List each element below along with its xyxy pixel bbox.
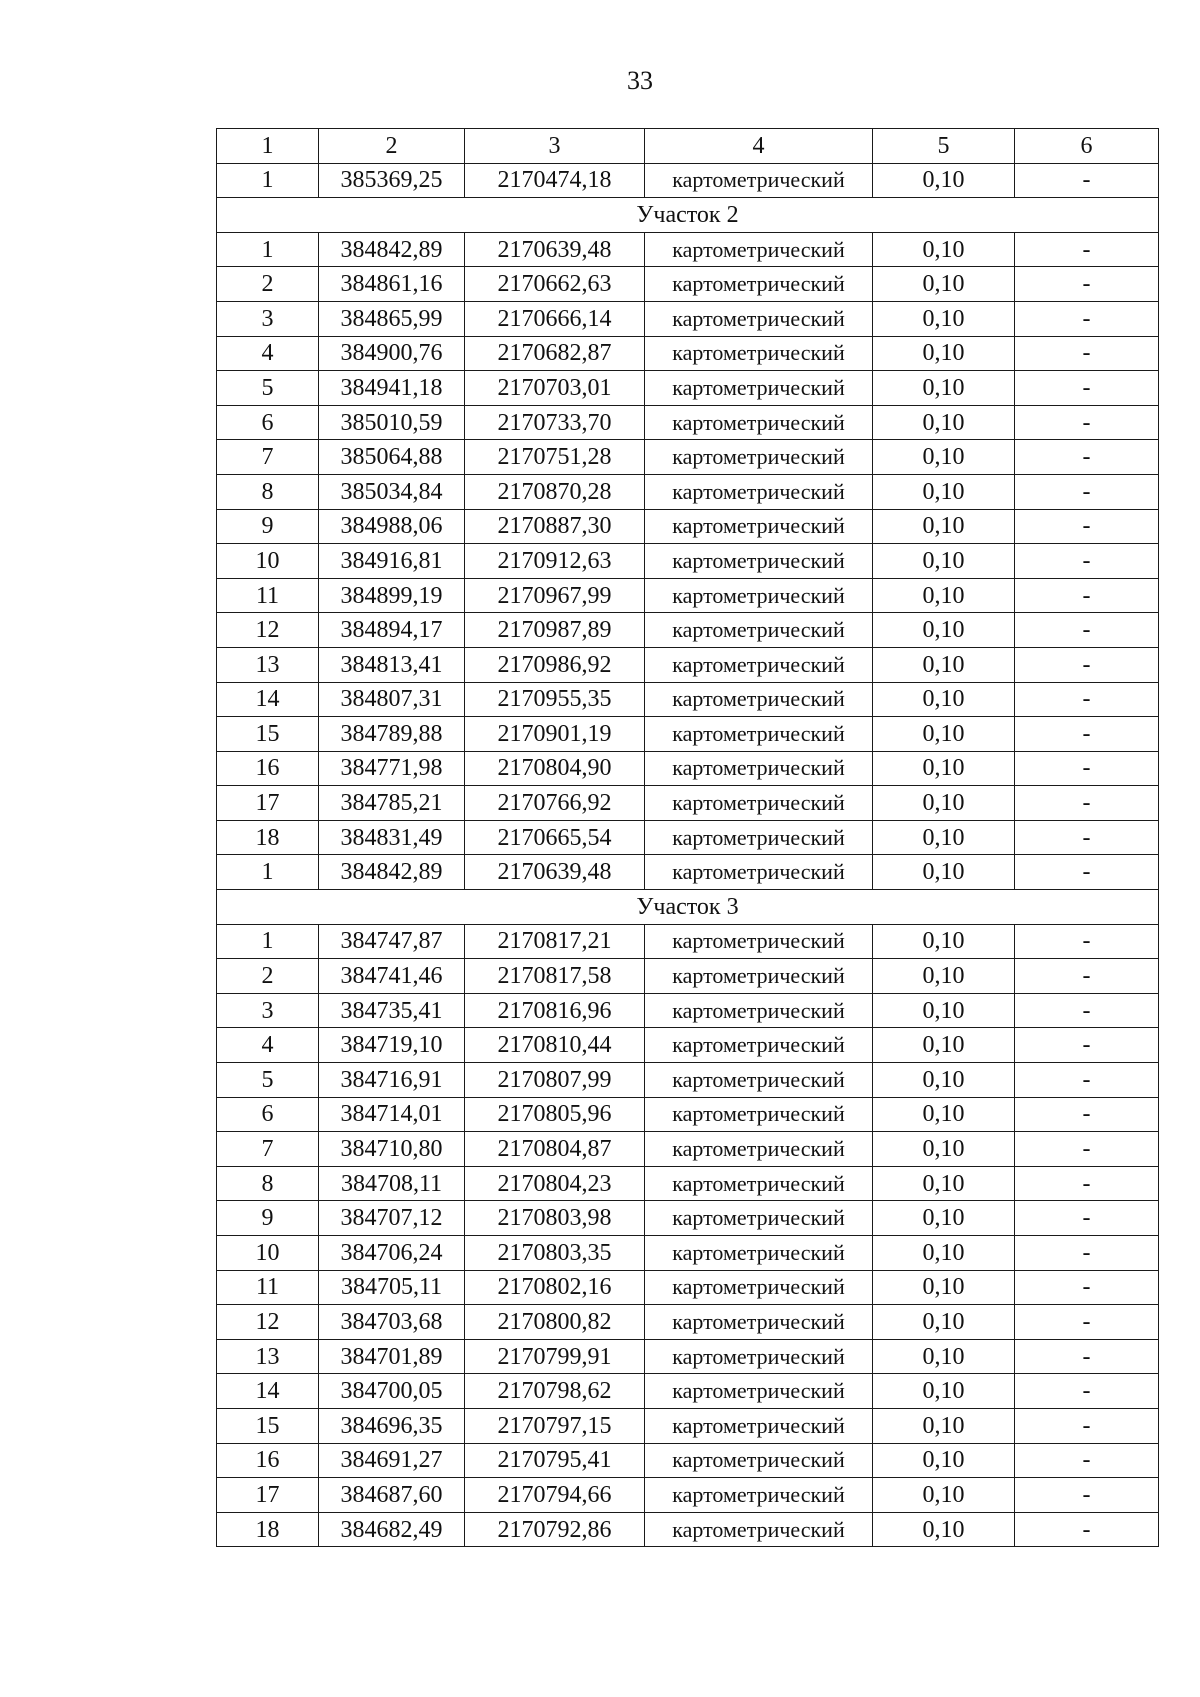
x-coordinate-cell: 384842,89 bbox=[319, 855, 465, 890]
x-coordinate-cell: 384706,24 bbox=[319, 1236, 465, 1271]
x-coordinate-cell: 384842,89 bbox=[319, 232, 465, 267]
table-row bbox=[217, 613, 1159, 648]
note-cell: - bbox=[1015, 1166, 1159, 1201]
y-coordinate-cell: 2170682,87 bbox=[465, 336, 645, 371]
accuracy-cell: 0,10 bbox=[873, 924, 1015, 959]
table-row bbox=[217, 578, 1159, 613]
note-cell: - bbox=[1015, 1339, 1159, 1374]
note-cell: - bbox=[1015, 1097, 1159, 1132]
y-coordinate-cell: 2170639,48 bbox=[465, 232, 645, 267]
accuracy-cell: 0,10 bbox=[873, 993, 1015, 1028]
accuracy-cell: 0,10 bbox=[873, 1166, 1015, 1201]
x-coordinate-cell: 385064,88 bbox=[319, 440, 465, 475]
x-coordinate-cell: 384861,16 bbox=[319, 267, 465, 302]
coordinates-table bbox=[216, 128, 1159, 1547]
point-number-cell: 6 bbox=[217, 405, 319, 440]
coordinates-table-body bbox=[217, 129, 1159, 1547]
accuracy-cell: 0,10 bbox=[873, 751, 1015, 786]
y-coordinate-cell: 2170807,99 bbox=[465, 1063, 645, 1098]
point-number-cell: 10 bbox=[217, 544, 319, 579]
y-coordinate-cell: 2170967,99 bbox=[465, 578, 645, 613]
x-coordinate-cell: 385010,59 bbox=[319, 405, 465, 440]
y-coordinate-cell: 2170955,35 bbox=[465, 682, 645, 717]
point-number-cell: 16 bbox=[217, 751, 319, 786]
y-coordinate-cell: 2170666,14 bbox=[465, 301, 645, 336]
table-row bbox=[217, 820, 1159, 855]
note-cell: - bbox=[1015, 1512, 1159, 1547]
point-number-cell: 8 bbox=[217, 474, 319, 509]
accuracy-cell: 0,10 bbox=[873, 1028, 1015, 1063]
method-cell: картометрический bbox=[645, 474, 873, 509]
accuracy-cell: 0,10 bbox=[873, 1374, 1015, 1409]
y-coordinate-cell: 2170804,23 bbox=[465, 1166, 645, 1201]
note-cell: - bbox=[1015, 751, 1159, 786]
accuracy-cell: 0,10 bbox=[873, 647, 1015, 682]
note-cell: - bbox=[1015, 1443, 1159, 1478]
x-coordinate-cell: 384785,21 bbox=[319, 786, 465, 821]
method-cell: картометрический bbox=[645, 647, 873, 682]
accuracy-cell: 0,10 bbox=[873, 544, 1015, 579]
point-number-cell: 1 bbox=[217, 232, 319, 267]
point-number-cell: 2 bbox=[217, 959, 319, 994]
note-cell: - bbox=[1015, 855, 1159, 890]
y-coordinate-cell: 2170797,15 bbox=[465, 1408, 645, 1443]
note-cell: - bbox=[1015, 1305, 1159, 1340]
accuracy-cell: 0,10 bbox=[873, 1063, 1015, 1098]
note-cell: - bbox=[1015, 1063, 1159, 1098]
point-number-cell: 9 bbox=[217, 1201, 319, 1236]
x-coordinate-cell: 384700,05 bbox=[319, 1374, 465, 1409]
x-coordinate-cell: 385369,25 bbox=[319, 163, 465, 198]
table-row bbox=[217, 1305, 1159, 1340]
method-cell: картометрический bbox=[645, 1478, 873, 1513]
y-coordinate-cell: 2170887,30 bbox=[465, 509, 645, 544]
header-cell: 2 bbox=[319, 129, 465, 164]
y-coordinate-cell: 2170639,48 bbox=[465, 855, 645, 890]
method-cell: картометрический bbox=[645, 578, 873, 613]
x-coordinate-cell: 385034,84 bbox=[319, 474, 465, 509]
method-cell: картометрический bbox=[645, 440, 873, 475]
y-coordinate-cell: 2170751,28 bbox=[465, 440, 645, 475]
method-cell: картометрический bbox=[645, 544, 873, 579]
x-coordinate-cell: 384865,99 bbox=[319, 301, 465, 336]
accuracy-cell: 0,10 bbox=[873, 371, 1015, 406]
accuracy-cell: 0,10 bbox=[873, 1201, 1015, 1236]
method-cell: картометрический bbox=[645, 717, 873, 752]
note-cell: - bbox=[1015, 959, 1159, 994]
method-cell: картометрический bbox=[645, 959, 873, 994]
table-row bbox=[217, 959, 1159, 994]
method-cell: картометрический bbox=[645, 1236, 873, 1271]
accuracy-cell: 0,10 bbox=[873, 301, 1015, 336]
x-coordinate-cell: 384707,12 bbox=[319, 1201, 465, 1236]
x-coordinate-cell: 384735,41 bbox=[319, 993, 465, 1028]
method-cell: картометрический bbox=[645, 786, 873, 821]
note-cell: - bbox=[1015, 1478, 1159, 1513]
note-cell: - bbox=[1015, 509, 1159, 544]
point-number-cell: 3 bbox=[217, 301, 319, 336]
point-number-cell: 14 bbox=[217, 1374, 319, 1409]
x-coordinate-cell: 384789,88 bbox=[319, 717, 465, 752]
point-number-cell: 1 bbox=[217, 924, 319, 959]
table-row bbox=[217, 1097, 1159, 1132]
header-cell: 3 bbox=[465, 129, 645, 164]
table-row bbox=[217, 336, 1159, 371]
section-title: Участок 3 bbox=[217, 890, 1159, 925]
table-row bbox=[217, 1443, 1159, 1478]
y-coordinate-cell: 2170795,41 bbox=[465, 1443, 645, 1478]
header-cell: 5 bbox=[873, 129, 1015, 164]
note-cell: - bbox=[1015, 232, 1159, 267]
table-row bbox=[217, 1201, 1159, 1236]
point-number-cell: 6 bbox=[217, 1097, 319, 1132]
point-number-cell: 18 bbox=[217, 820, 319, 855]
table-row bbox=[217, 786, 1159, 821]
accuracy-cell: 0,10 bbox=[873, 1097, 1015, 1132]
x-coordinate-cell: 384916,81 bbox=[319, 544, 465, 579]
note-cell: - bbox=[1015, 336, 1159, 371]
accuracy-cell: 0,10 bbox=[873, 959, 1015, 994]
point-number-cell: 15 bbox=[217, 1408, 319, 1443]
accuracy-cell: 0,10 bbox=[873, 578, 1015, 613]
note-cell: - bbox=[1015, 1201, 1159, 1236]
y-coordinate-cell: 2170703,01 bbox=[465, 371, 645, 406]
method-cell: картометрический bbox=[645, 1270, 873, 1305]
table-row bbox=[217, 1374, 1159, 1409]
accuracy-cell: 0,10 bbox=[873, 1478, 1015, 1513]
note-cell: - bbox=[1015, 820, 1159, 855]
y-coordinate-cell: 2170810,44 bbox=[465, 1028, 645, 1063]
note-cell: - bbox=[1015, 1270, 1159, 1305]
accuracy-cell: 0,10 bbox=[873, 1236, 1015, 1271]
table-row bbox=[217, 1408, 1159, 1443]
table-row bbox=[217, 301, 1159, 336]
method-cell: картометрический bbox=[645, 1097, 873, 1132]
accuracy-cell: 0,10 bbox=[873, 1443, 1015, 1478]
accuracy-cell: 0,10 bbox=[873, 1339, 1015, 1374]
method-cell: картометрический bbox=[645, 1305, 873, 1340]
method-cell: картометрический bbox=[645, 751, 873, 786]
page-number bbox=[0, 66, 1200, 96]
y-coordinate-cell: 2170474,18 bbox=[465, 163, 645, 198]
note-cell: - bbox=[1015, 993, 1159, 1028]
note-cell: - bbox=[1015, 717, 1159, 752]
table-row bbox=[217, 232, 1159, 267]
section-title: Участок 2 bbox=[217, 198, 1159, 233]
x-coordinate-cell: 384703,68 bbox=[319, 1305, 465, 1340]
method-cell: картометрический bbox=[645, 1408, 873, 1443]
note-cell: - bbox=[1015, 924, 1159, 959]
note-cell: - bbox=[1015, 267, 1159, 302]
point-number-cell: 11 bbox=[217, 578, 319, 613]
x-coordinate-cell: 384716,91 bbox=[319, 1063, 465, 1098]
note-cell: - bbox=[1015, 544, 1159, 579]
point-number-cell: 3 bbox=[217, 993, 319, 1028]
y-coordinate-cell: 2170733,70 bbox=[465, 405, 645, 440]
note-cell: - bbox=[1015, 613, 1159, 648]
note-cell: - bbox=[1015, 440, 1159, 475]
y-coordinate-cell: 2170817,58 bbox=[465, 959, 645, 994]
accuracy-cell: 0,10 bbox=[873, 1132, 1015, 1167]
method-cell: картометрический bbox=[645, 232, 873, 267]
method-cell: картометрический bbox=[645, 924, 873, 959]
point-number-cell: 4 bbox=[217, 336, 319, 371]
method-cell: картометрический bbox=[645, 371, 873, 406]
note-cell: - bbox=[1015, 405, 1159, 440]
x-coordinate-cell: 384708,11 bbox=[319, 1166, 465, 1201]
note-cell: - bbox=[1015, 578, 1159, 613]
point-number-cell: 13 bbox=[217, 1339, 319, 1374]
y-coordinate-cell: 2170901,19 bbox=[465, 717, 645, 752]
method-cell: картометрический bbox=[645, 1443, 873, 1478]
x-coordinate-cell: 384941,18 bbox=[319, 371, 465, 406]
method-cell: картометрический bbox=[645, 1166, 873, 1201]
y-coordinate-cell: 2170802,16 bbox=[465, 1270, 645, 1305]
note-cell: - bbox=[1015, 1408, 1159, 1443]
x-coordinate-cell: 384813,41 bbox=[319, 647, 465, 682]
point-number-cell: 12 bbox=[217, 613, 319, 648]
table-row bbox=[217, 267, 1159, 302]
point-number-cell: 16 bbox=[217, 1443, 319, 1478]
y-coordinate-cell: 2170766,92 bbox=[465, 786, 645, 821]
accuracy-cell: 0,10 bbox=[873, 1270, 1015, 1305]
method-cell: картометрический bbox=[645, 1201, 873, 1236]
point-number-cell: 17 bbox=[217, 786, 319, 821]
point-number-cell: 7 bbox=[217, 1132, 319, 1167]
table-row bbox=[217, 544, 1159, 579]
table-row bbox=[217, 1339, 1159, 1374]
x-coordinate-cell: 384682,49 bbox=[319, 1512, 465, 1547]
x-coordinate-cell: 384831,49 bbox=[319, 820, 465, 855]
y-coordinate-cell: 2170665,54 bbox=[465, 820, 645, 855]
table-row bbox=[217, 717, 1159, 752]
point-number-cell: 5 bbox=[217, 1063, 319, 1098]
point-number-cell: 4 bbox=[217, 1028, 319, 1063]
accuracy-cell: 0,10 bbox=[873, 474, 1015, 509]
accuracy-cell: 0,10 bbox=[873, 786, 1015, 821]
table-row bbox=[217, 647, 1159, 682]
header-cell: 4 bbox=[645, 129, 873, 164]
point-number-cell: 13 bbox=[217, 647, 319, 682]
x-coordinate-cell: 384701,89 bbox=[319, 1339, 465, 1374]
point-number-cell: 11 bbox=[217, 1270, 319, 1305]
section-title-row bbox=[217, 198, 1159, 233]
accuracy-cell: 0,10 bbox=[873, 1512, 1015, 1547]
y-coordinate-cell: 2170817,21 bbox=[465, 924, 645, 959]
y-coordinate-cell: 2170799,91 bbox=[465, 1339, 645, 1374]
note-cell: - bbox=[1015, 682, 1159, 717]
x-coordinate-cell: 384899,19 bbox=[319, 578, 465, 613]
table-row bbox=[217, 440, 1159, 475]
table-row bbox=[217, 1478, 1159, 1513]
table-row bbox=[217, 1270, 1159, 1305]
method-cell: картометрический bbox=[645, 820, 873, 855]
y-coordinate-cell: 2170986,92 bbox=[465, 647, 645, 682]
table-row bbox=[217, 1512, 1159, 1547]
x-coordinate-cell: 384705,11 bbox=[319, 1270, 465, 1305]
accuracy-cell: 0,10 bbox=[873, 440, 1015, 475]
note-cell: - bbox=[1015, 1374, 1159, 1409]
point-number-cell: 15 bbox=[217, 717, 319, 752]
note-cell: - bbox=[1015, 786, 1159, 821]
y-coordinate-cell: 2170792,86 bbox=[465, 1512, 645, 1547]
method-cell: картометрический bbox=[645, 613, 873, 648]
accuracy-cell: 0,10 bbox=[873, 1408, 1015, 1443]
y-coordinate-cell: 2170794,66 bbox=[465, 1478, 645, 1513]
page-number-text: 33 bbox=[627, 66, 653, 95]
x-coordinate-cell: 384807,31 bbox=[319, 682, 465, 717]
x-coordinate-cell: 384747,87 bbox=[319, 924, 465, 959]
accuracy-cell: 0,10 bbox=[873, 267, 1015, 302]
table-row bbox=[217, 1132, 1159, 1167]
y-coordinate-cell: 2170805,96 bbox=[465, 1097, 645, 1132]
table-row bbox=[217, 1063, 1159, 1098]
method-cell: картометрический bbox=[645, 267, 873, 302]
accuracy-cell: 0,10 bbox=[873, 509, 1015, 544]
method-cell: картометрический bbox=[645, 336, 873, 371]
header-cell: 1 bbox=[217, 129, 319, 164]
y-coordinate-cell: 2170912,63 bbox=[465, 544, 645, 579]
table-row bbox=[217, 993, 1159, 1028]
accuracy-cell: 0,10 bbox=[873, 682, 1015, 717]
accuracy-cell: 0,10 bbox=[873, 613, 1015, 648]
y-coordinate-cell: 2170870,28 bbox=[465, 474, 645, 509]
x-coordinate-cell: 384900,76 bbox=[319, 336, 465, 371]
method-cell: картометрический bbox=[645, 993, 873, 1028]
method-cell: картометрический bbox=[645, 1512, 873, 1547]
note-cell: - bbox=[1015, 301, 1159, 336]
point-number-cell: 1 bbox=[217, 855, 319, 890]
accuracy-cell: 0,10 bbox=[873, 163, 1015, 198]
method-cell: картометрический bbox=[645, 405, 873, 440]
table-row bbox=[217, 1166, 1159, 1201]
x-coordinate-cell: 384719,10 bbox=[319, 1028, 465, 1063]
point-number-cell: 8 bbox=[217, 1166, 319, 1201]
note-cell: - bbox=[1015, 647, 1159, 682]
table-row bbox=[217, 924, 1159, 959]
method-cell: картометрический bbox=[645, 163, 873, 198]
method-cell: картометрический bbox=[645, 1063, 873, 1098]
point-number-cell: 10 bbox=[217, 1236, 319, 1271]
x-coordinate-cell: 384691,27 bbox=[319, 1443, 465, 1478]
accuracy-cell: 0,10 bbox=[873, 336, 1015, 371]
point-number-cell: 18 bbox=[217, 1512, 319, 1547]
point-number-cell: 1 bbox=[217, 163, 319, 198]
point-number-cell: 5 bbox=[217, 371, 319, 406]
point-number-cell: 14 bbox=[217, 682, 319, 717]
method-cell: картометрический bbox=[645, 1339, 873, 1374]
table-row bbox=[217, 1236, 1159, 1271]
header-cell: 6 bbox=[1015, 129, 1159, 164]
note-cell: - bbox=[1015, 163, 1159, 198]
table-row bbox=[217, 405, 1159, 440]
accuracy-cell: 0,10 bbox=[873, 820, 1015, 855]
table-row bbox=[217, 371, 1159, 406]
note-cell: - bbox=[1015, 1028, 1159, 1063]
y-coordinate-cell: 2170987,89 bbox=[465, 613, 645, 648]
y-coordinate-cell: 2170804,90 bbox=[465, 751, 645, 786]
point-number-cell: 9 bbox=[217, 509, 319, 544]
point-number-cell: 2 bbox=[217, 267, 319, 302]
y-coordinate-cell: 2170798,62 bbox=[465, 1374, 645, 1409]
x-coordinate-cell: 384894,17 bbox=[319, 613, 465, 648]
y-coordinate-cell: 2170803,98 bbox=[465, 1201, 645, 1236]
table-row bbox=[217, 682, 1159, 717]
x-coordinate-cell: 384696,35 bbox=[319, 1408, 465, 1443]
table-row bbox=[217, 1028, 1159, 1063]
y-coordinate-cell: 2170662,63 bbox=[465, 267, 645, 302]
x-coordinate-cell: 384988,06 bbox=[319, 509, 465, 544]
section-title-row bbox=[217, 890, 1159, 925]
note-cell: - bbox=[1015, 1132, 1159, 1167]
x-coordinate-cell: 384687,60 bbox=[319, 1478, 465, 1513]
y-coordinate-cell: 2170800,82 bbox=[465, 1305, 645, 1340]
x-coordinate-cell: 384771,98 bbox=[319, 751, 465, 786]
table-row bbox=[217, 163, 1159, 198]
method-cell: картометрический bbox=[645, 1132, 873, 1167]
note-cell: - bbox=[1015, 1236, 1159, 1271]
x-coordinate-cell: 384714,01 bbox=[319, 1097, 465, 1132]
x-coordinate-cell: 384741,46 bbox=[319, 959, 465, 994]
method-cell: картометрический bbox=[645, 1374, 873, 1409]
point-number-cell: 12 bbox=[217, 1305, 319, 1340]
point-number-cell: 7 bbox=[217, 440, 319, 475]
header-row bbox=[217, 129, 1159, 164]
accuracy-cell: 0,10 bbox=[873, 1305, 1015, 1340]
y-coordinate-cell: 2170804,87 bbox=[465, 1132, 645, 1167]
note-cell: - bbox=[1015, 474, 1159, 509]
method-cell: картометрический bbox=[645, 682, 873, 717]
method-cell: картометрический bbox=[645, 1028, 873, 1063]
point-number-cell: 17 bbox=[217, 1478, 319, 1513]
table-row bbox=[217, 855, 1159, 890]
method-cell: картометрический bbox=[645, 509, 873, 544]
method-cell: картометрический bbox=[645, 301, 873, 336]
y-coordinate-cell: 2170816,96 bbox=[465, 993, 645, 1028]
table-row bbox=[217, 509, 1159, 544]
accuracy-cell: 0,10 bbox=[873, 232, 1015, 267]
method-cell: картометрический bbox=[645, 855, 873, 890]
table-row bbox=[217, 751, 1159, 786]
table-row bbox=[217, 474, 1159, 509]
accuracy-cell: 0,10 bbox=[873, 405, 1015, 440]
accuracy-cell: 0,10 bbox=[873, 855, 1015, 890]
y-coordinate-cell: 2170803,35 bbox=[465, 1236, 645, 1271]
note-cell: - bbox=[1015, 371, 1159, 406]
x-coordinate-cell: 384710,80 bbox=[319, 1132, 465, 1167]
accuracy-cell: 0,10 bbox=[873, 717, 1015, 752]
